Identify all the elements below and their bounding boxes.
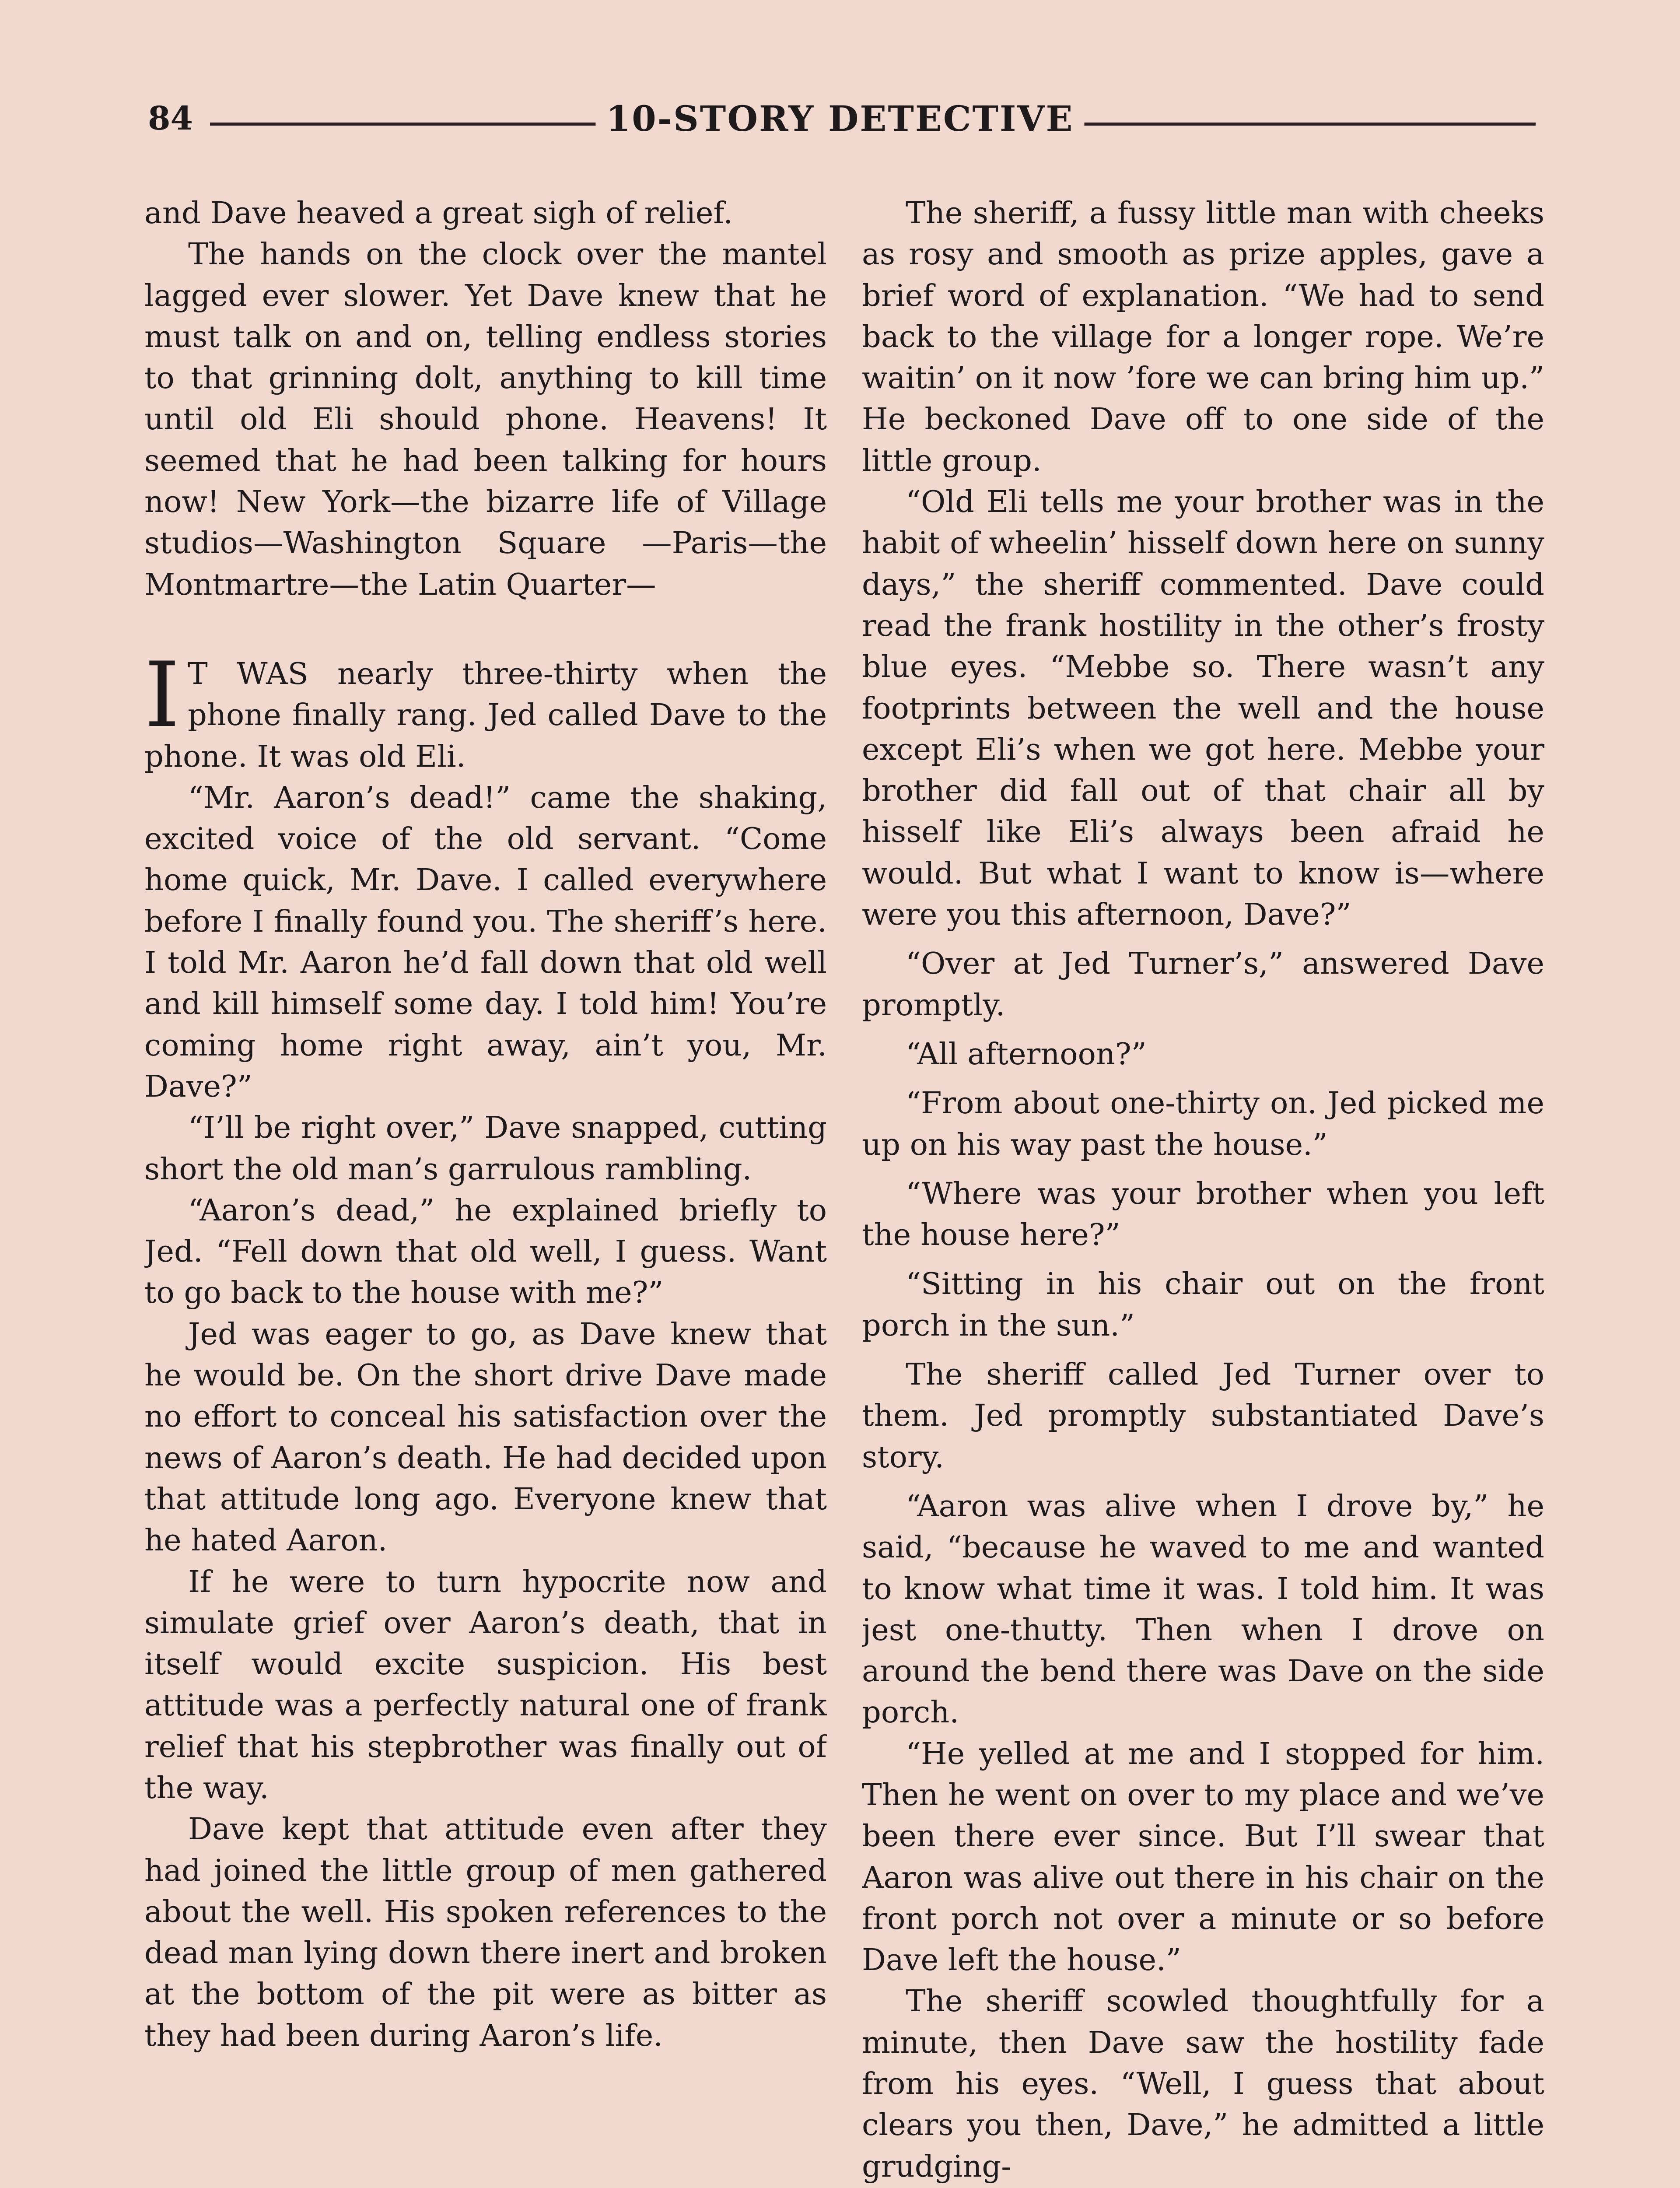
paragraph: “Over at Jed Turner’s,” answered Dave promptly. [862, 946, 1544, 1023]
paragraph: “Aaron’s dead,” he explained briefly to Jed. “Fell down that old well, I guess. Want to go back to the house with me?” [144, 1192, 827, 1311]
paragraph: The sheriff scowled thoughtfully for a minute, then Dave saw the hostility fade from his eyes. “Well, I guess that about clears you then, Dave,” he admitted a little grudging- [862, 1984, 1544, 2184]
paragraph: The sheriff called Jed Turner over to them. Jed promptly substantiated Dave’s story. [862, 1357, 1544, 1475]
paragraph: If he were to turn hypocrite now and simulate grief over Aaron’s death, that in itself would excite suspicion. His best attitude was a perfectly natural one of frank relief that his stepbrother was finally out of the way. [144, 1564, 827, 1806]
paragraph: The hands on the clock over the mantel lagged ever slower. Yet Dave knew that he must talk on and on, telling endless stories to that grinning dolt, anything to kill time until old Eli should phone. Heavens! It seemed that he had been talking for hours now! New York—the bizarre life of Village studios—Washington Square —Paris—the Montmartre—the Latin Quarter— [144, 237, 827, 602]
paragraph: “Old Eli tells me your brother was in the habit of wheelin’ hisself down here on sunny days,” the sheriff commented. Dave could read the frank hostility in the other’s frosty blue eyes. “Mebbe so. There wasn’t any footprints between the well and the house except Eli’s when we got here. Mebbe your brother did fall out of that chair all by hisself like Eli’s always been afraid he would. But what I want to know is—where were you this afternoon, Dave?” [862, 484, 1544, 933]
paragraph: “All afternoon?” [906, 1036, 1147, 1072]
paragraph: “Where was your brother when you left the house here?” [862, 1176, 1544, 1253]
running-title: 10-STORY DETECTIVE [595, 98, 1084, 139]
paragraph: “I’ll be right over,” Dave snapped, cutting short the old man’s garrulous rambling. [144, 1110, 827, 1187]
paragraph: “From about one-thirty on. Jed picked me up on his way past the house.” [862, 1086, 1544, 1162]
paragraph: “He yelled at me and I stopped for him. Then he went on over to my place and we’ve been there ever since. But I’ll swear that Aaron was alive out there in his chair on the front porch not over a minute or so before Dave left the house.” [862, 1736, 1544, 1978]
section-break [144, 605, 827, 653]
paragraph: The sheriff, a fussy little man with cheeks as rosy and smooth as prize apples, gave a brief word of explanation. “We had to send back to the village for a longer rope. We’re waitin’ on it now ’fore we can bring him up.” He beckoned Dave off to one side of the little group. [862, 196, 1544, 478]
paragraph-drop-cap [144, 643, 827, 777]
paragraph: Dave kept that attitude even after they had joined the little group of men gathered about the well. His spoken references to the dead man lying down there inert and broken at the bottom of the pit were as bitter as they had been during Aaron’s life. [144, 1812, 827, 2053]
paragraph: Jed was eager to go, as Dave knew that he would be. On the short drive Dave made no effort to conceal his satisfaction over the news of Aaron’s death. He had decided upon that attitude long ago. Everyone knew that he hated Aaron. [144, 1316, 827, 1558]
left-column [144, 193, 827, 2188]
drop-cap-paragraph-text: T WAS nearly three-thirty when the phone finally rang. Jed called Dave to the phone. It was old Eli. [144, 656, 827, 774]
page-number: 84 [148, 100, 193, 137]
right-column [862, 193, 1544, 2188]
drop-cap: I [144, 643, 180, 747]
paragraph: “Mr. Aaron’s dead!” came the shaking, excited voice of the old servant. “Come home quick, Mr. Dave. I called everywhere before I finally found you. The sheriff’s here. I told Mr. Aaron he’d fall down that old well and kill himself some day. I told him! You’re coming home right away, ain’t you, Mr. Dave?” [144, 780, 827, 1104]
paragraph: “Sitting in his chair out on the front porch in the sun.” [862, 1266, 1544, 1343]
paragraph: “Aaron was alive when I drove by,” he said, “because he waved to me and wanted to know what time it was. I told him. It was jest one-thutty. Then when I drove on around the bend there was Dave on the side porch. [862, 1488, 1544, 1730]
paragraph: and Dave heaved a great sigh of relief. [144, 196, 733, 231]
page-header [144, 95, 1536, 161]
